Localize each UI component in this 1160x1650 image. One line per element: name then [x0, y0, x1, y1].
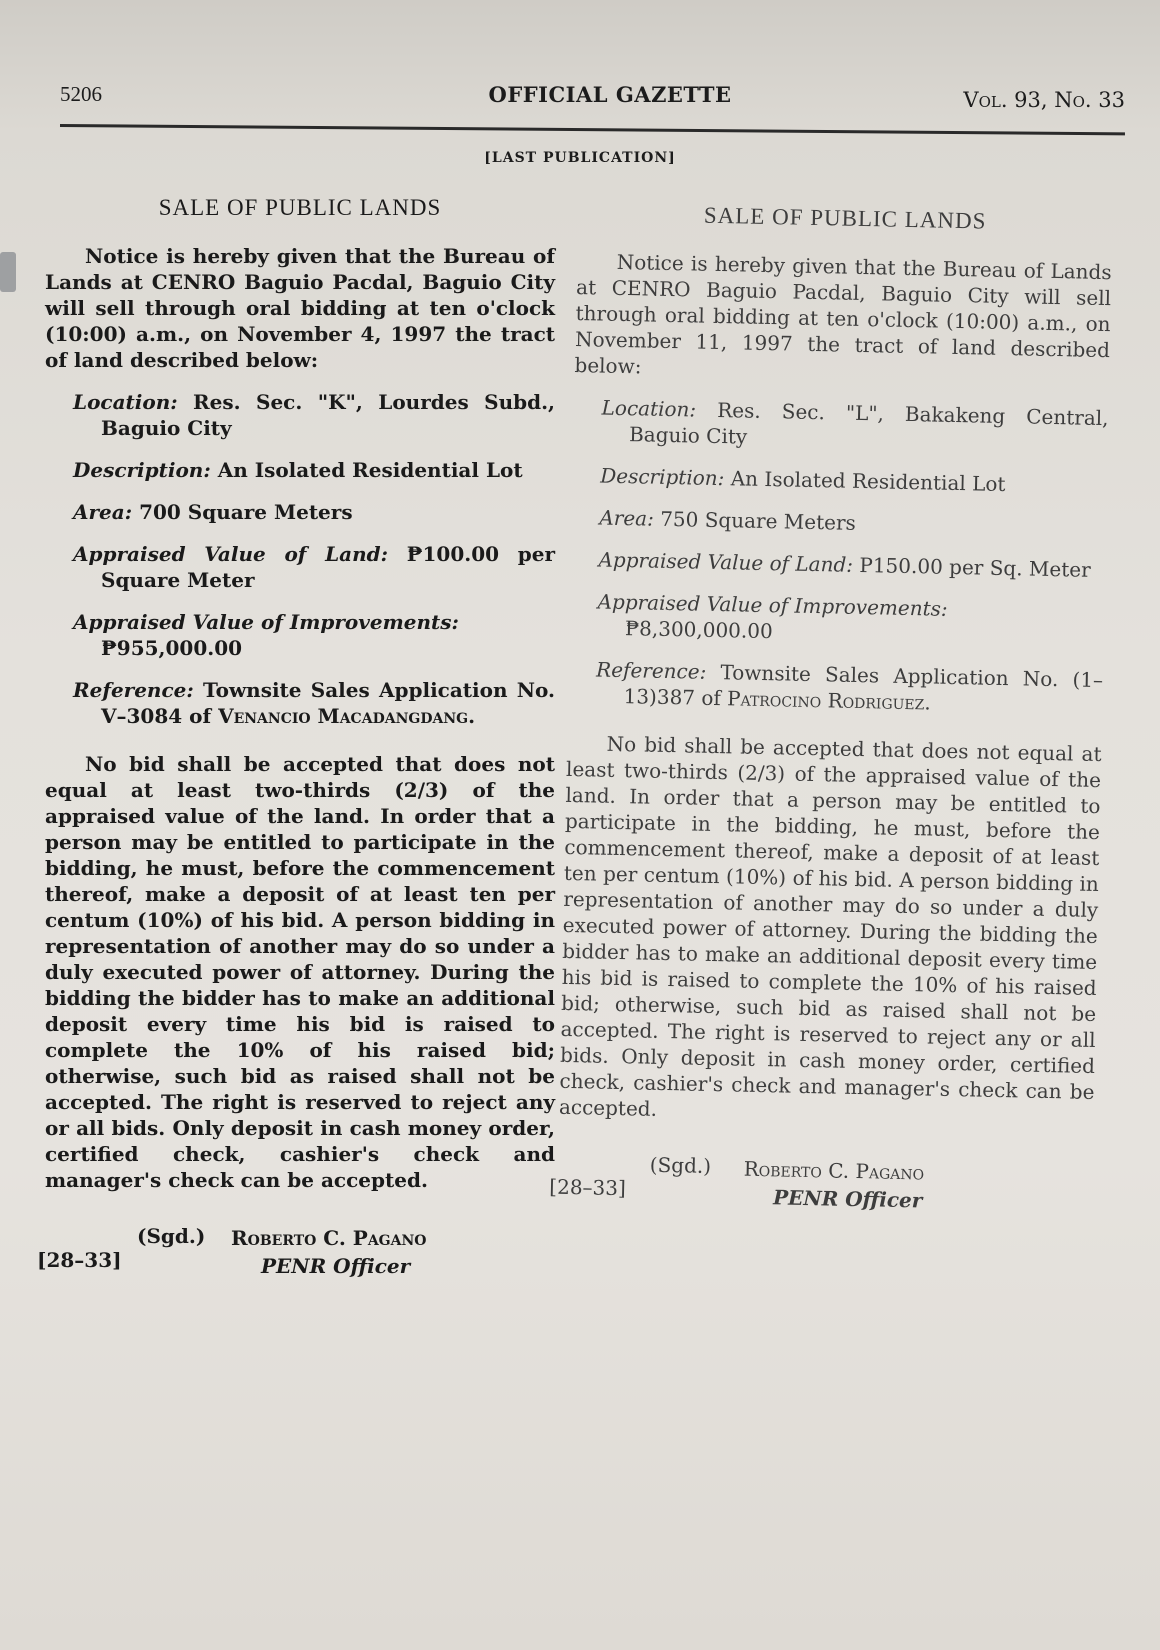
- reference-field: [595, 656, 1103, 719]
- signatory-name: Roberto C. Pagano: [231, 1226, 427, 1250]
- improvements-value: ₱955,000.00: [101, 636, 243, 660]
- notice-intro: Notice is hereby given that the Bureau of Lands at CENRO Baguio Pacdal, Baguio City will sell through oral bidding at ten o'clock (10:00) a.m., on November 11, 1997 the tract of land described below:: [574, 249, 1112, 379]
- description-field: [600, 463, 1107, 500]
- reference-label: Reference:: [73, 678, 194, 702]
- publication-title: OFFICIAL GAZETTE: [488, 82, 732, 107]
- binding-mark: [0, 252, 16, 292]
- page-number: 5206: [60, 82, 102, 106]
- notice-left: [37, 195, 556, 1303]
- last-publication-label: [LAST PUBLICATION]: [484, 150, 676, 166]
- land-value-label: Appraised Value of Land:: [598, 547, 854, 577]
- reference-field: [73, 677, 555, 729]
- description-label: Description:: [599, 463, 725, 491]
- description-label: Description:: [73, 458, 211, 482]
- header-rule: [60, 124, 1125, 135]
- sgd-mark: (Sgd.): [649, 1152, 712, 1178]
- notice-body: No bid shall be accepted that does not equal at least two-thirds (2/3) of the appraised value of the land. In order that a person may be entitled to participate in the bidding, he must, before the commencement thereof, make a deposit of at least ten per centum (10%) of his bid. A person bidding in representation of another may do so under a duly executed power of attorney. During the bidding the bidder has to make an additional deposit every time his bid is raised to complete the 10% of his raised bid; otherwise, such bid as raised shall not be accepted. The right is reserved to reject any or all bids. Only deposit in cash money order, certified check, cashier's check and manager's check can be accepted.: [558, 731, 1102, 1121]
- signatory-name: Roberto C. Pagano: [743, 1156, 925, 1185]
- area-label: Area:: [73, 500, 133, 524]
- reference-name: Venancio Macadangdang.: [218, 704, 476, 728]
- notice-right: [549, 200, 1112, 1241]
- land-value-value: P150.00 per Sq. Meter: [859, 552, 1091, 582]
- area-value: 700 Square Meters: [139, 500, 353, 524]
- page-header: [60, 82, 1125, 122]
- signatory-title: PENR Officer: [772, 1185, 923, 1213]
- notice-heading: SALE OF PUBLIC LANDS: [158, 195, 442, 220]
- area-field: [599, 505, 1106, 542]
- publication-code: [28–33]: [549, 1174, 627, 1201]
- notice-body: No bid shall be accepted that does not equal at least two-thirds (2/3) of the appraised value of the land. In order that a person may be entitled to participate in the bidding, he must, before the commencement thereof, make a deposit of at least ten per centum (10%) of his bid. A person bidding in representation of another may do so under a duly executed power of attorney. During the bidding the bidder has to make an additional deposit every time his bid is raised to complete the 10% of his raised bid; otherwise, such bid as raised shall not be accepted. The right is reserved to reject any or all bids. Only deposit in cash money order, certified check, cashier's check and manager's check can be accepted.: [45, 752, 555, 1192]
- publication-code: [28–33]: [37, 1248, 122, 1272]
- location-label: Location:: [601, 395, 697, 422]
- location-label: Location:: [73, 390, 178, 414]
- improvements-field: [73, 609, 555, 661]
- location-field: [73, 389, 555, 441]
- description-value: An Isolated Residential Lot: [730, 466, 1006, 497]
- description-value: An Isolated Residential Lot: [217, 458, 523, 482]
- improvements-field: [597, 589, 1105, 652]
- signature-block: [549, 1150, 1093, 1241]
- land-value-value: ₱100.00 per Square Meter: [101, 542, 555, 592]
- location-value: Res. Sec. "K", Lourdes Subd., Baguio City: [101, 390, 556, 440]
- sgd-mark: (Sgd.): [137, 1224, 206, 1248]
- improvements-label: Appraised Value of Improvements:: [597, 589, 948, 621]
- reference-name: Patrocino Rodriguez.: [726, 686, 932, 715]
- land-value-label: Appraised Value of Land:: [73, 542, 389, 566]
- reference-value: Townsite Sales Application No. V–3084 of: [101, 678, 555, 728]
- reference-label: Reference:: [595, 657, 707, 684]
- land-value-field: [73, 541, 555, 593]
- area-label: Area:: [599, 505, 655, 531]
- volume-number: Vol. 93, No. 33: [963, 88, 1125, 112]
- signature-block: [37, 1223, 555, 1303]
- improvements-value: ₱8,300,000.00: [624, 616, 773, 644]
- location-value: Res. Sec. "L", Bakakeng Central, Baguio City: [628, 397, 1109, 449]
- signatory-title: PENR Officer: [261, 1254, 411, 1278]
- area-value: 750 Square Meters: [659, 506, 857, 535]
- improvements-label: Appraised Value of Improvements:: [73, 610, 459, 634]
- notice-intro: Notice is hereby given that the Bureau of Lands at CENRO Baguio Pacdal, Baguio City will sell through oral bidding at ten o'clock (10:00) a.m., on November 4, 1997 the tract of land described below:: [45, 244, 555, 372]
- area-field: [73, 499, 555, 525]
- land-value-field: [598, 547, 1105, 584]
- location-field: [601, 395, 1109, 458]
- description-field: [73, 457, 555, 483]
- notice-heading: SALE OF PUBLIC LANDS: [703, 202, 987, 234]
- reference-value: Townsite Sales Application No. (1–13)387 of: [623, 660, 1104, 711]
